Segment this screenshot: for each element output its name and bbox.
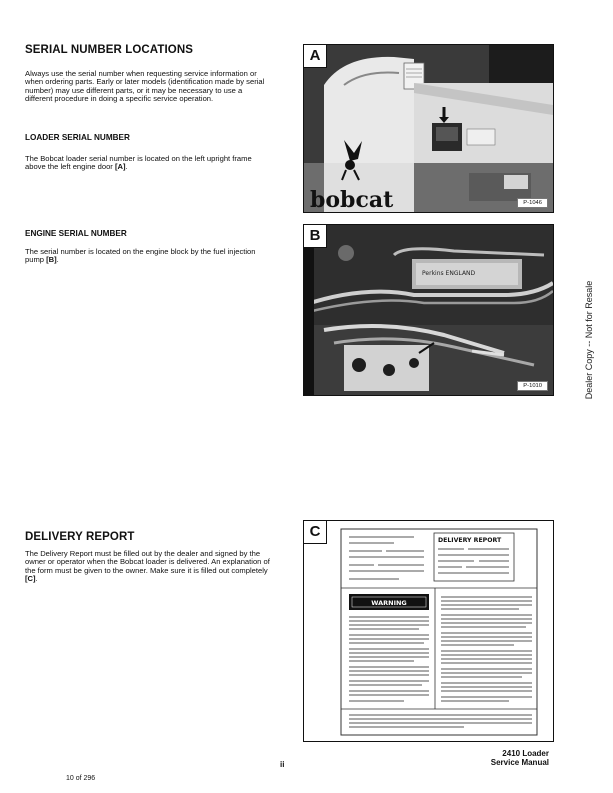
dealer-copy-side-note: Dealer Copy -- Not for Resale bbox=[584, 280, 594, 400]
figure-a-loader-photo bbox=[303, 44, 554, 213]
form-title: DELIVERY REPORT bbox=[438, 537, 502, 544]
bobcat-logo: bobcat bbox=[310, 187, 394, 212]
loader-serial-heading: LOADER SERIAL NUMBER bbox=[25, 133, 130, 142]
serial-locations-intro: Always use the serial number when requesting service information or when ordering parts. Early or later models (identification made by serial number) may use different parts, or it may be necessary to use a different procedure in doing a specific service operation. bbox=[25, 69, 265, 104]
figure-c-letter: C bbox=[304, 521, 327, 544]
figure-b-reference: [B] bbox=[46, 255, 57, 265]
page-marker: ii bbox=[280, 760, 285, 769]
delivery-report-form-illustration bbox=[304, 521, 553, 741]
perkins-plate-text: Perkins ENGLAND bbox=[422, 270, 476, 277]
delivery-report-text: The Delivery Report must be filled out by the dealer and signed by the owner or operator when the Bobcat loader is delivered. An explanation of the form must be given to the owner. Make sure it is filled out completely [C]. bbox=[25, 549, 270, 584]
engine-serial-text: The serial number is located on the engine block by the fuel injection pump [B]. bbox=[25, 247, 256, 265]
loader-serial-text: The Bobcat loader serial number is located on the left upright frame above the left engine door [A]. bbox=[25, 154, 252, 172]
figure-a-letter: A bbox=[304, 45, 327, 68]
manual-title-line1: 2410 Loader bbox=[502, 749, 549, 758]
loader-frame-illustration bbox=[304, 45, 553, 212]
figure-c-reference: [C] bbox=[25, 574, 36, 584]
engine-serial-heading: ENGINE SERIAL NUMBER bbox=[25, 229, 127, 238]
figure-a-code: P-1046 bbox=[517, 198, 548, 208]
page-count: 10 of 296 bbox=[66, 775, 96, 782]
figure-b-code: P-1010 bbox=[517, 381, 548, 391]
figure-b-engine-photo bbox=[303, 224, 554, 396]
figure-c-delivery-report-form bbox=[303, 520, 554, 742]
manual-title bbox=[491, 749, 549, 767]
figure-b-letter: B bbox=[304, 225, 327, 248]
engine-block-illustration bbox=[304, 225, 553, 395]
delivery-report-heading: DELIVERY REPORT bbox=[25, 531, 135, 543]
manual-title-line2: Service Manual bbox=[490, 758, 549, 767]
serial-locations-heading: SERIAL NUMBER LOCATIONS bbox=[25, 44, 193, 56]
warning-label: WARNING bbox=[371, 599, 407, 607]
figure-a-reference: [A] bbox=[114, 162, 126, 172]
